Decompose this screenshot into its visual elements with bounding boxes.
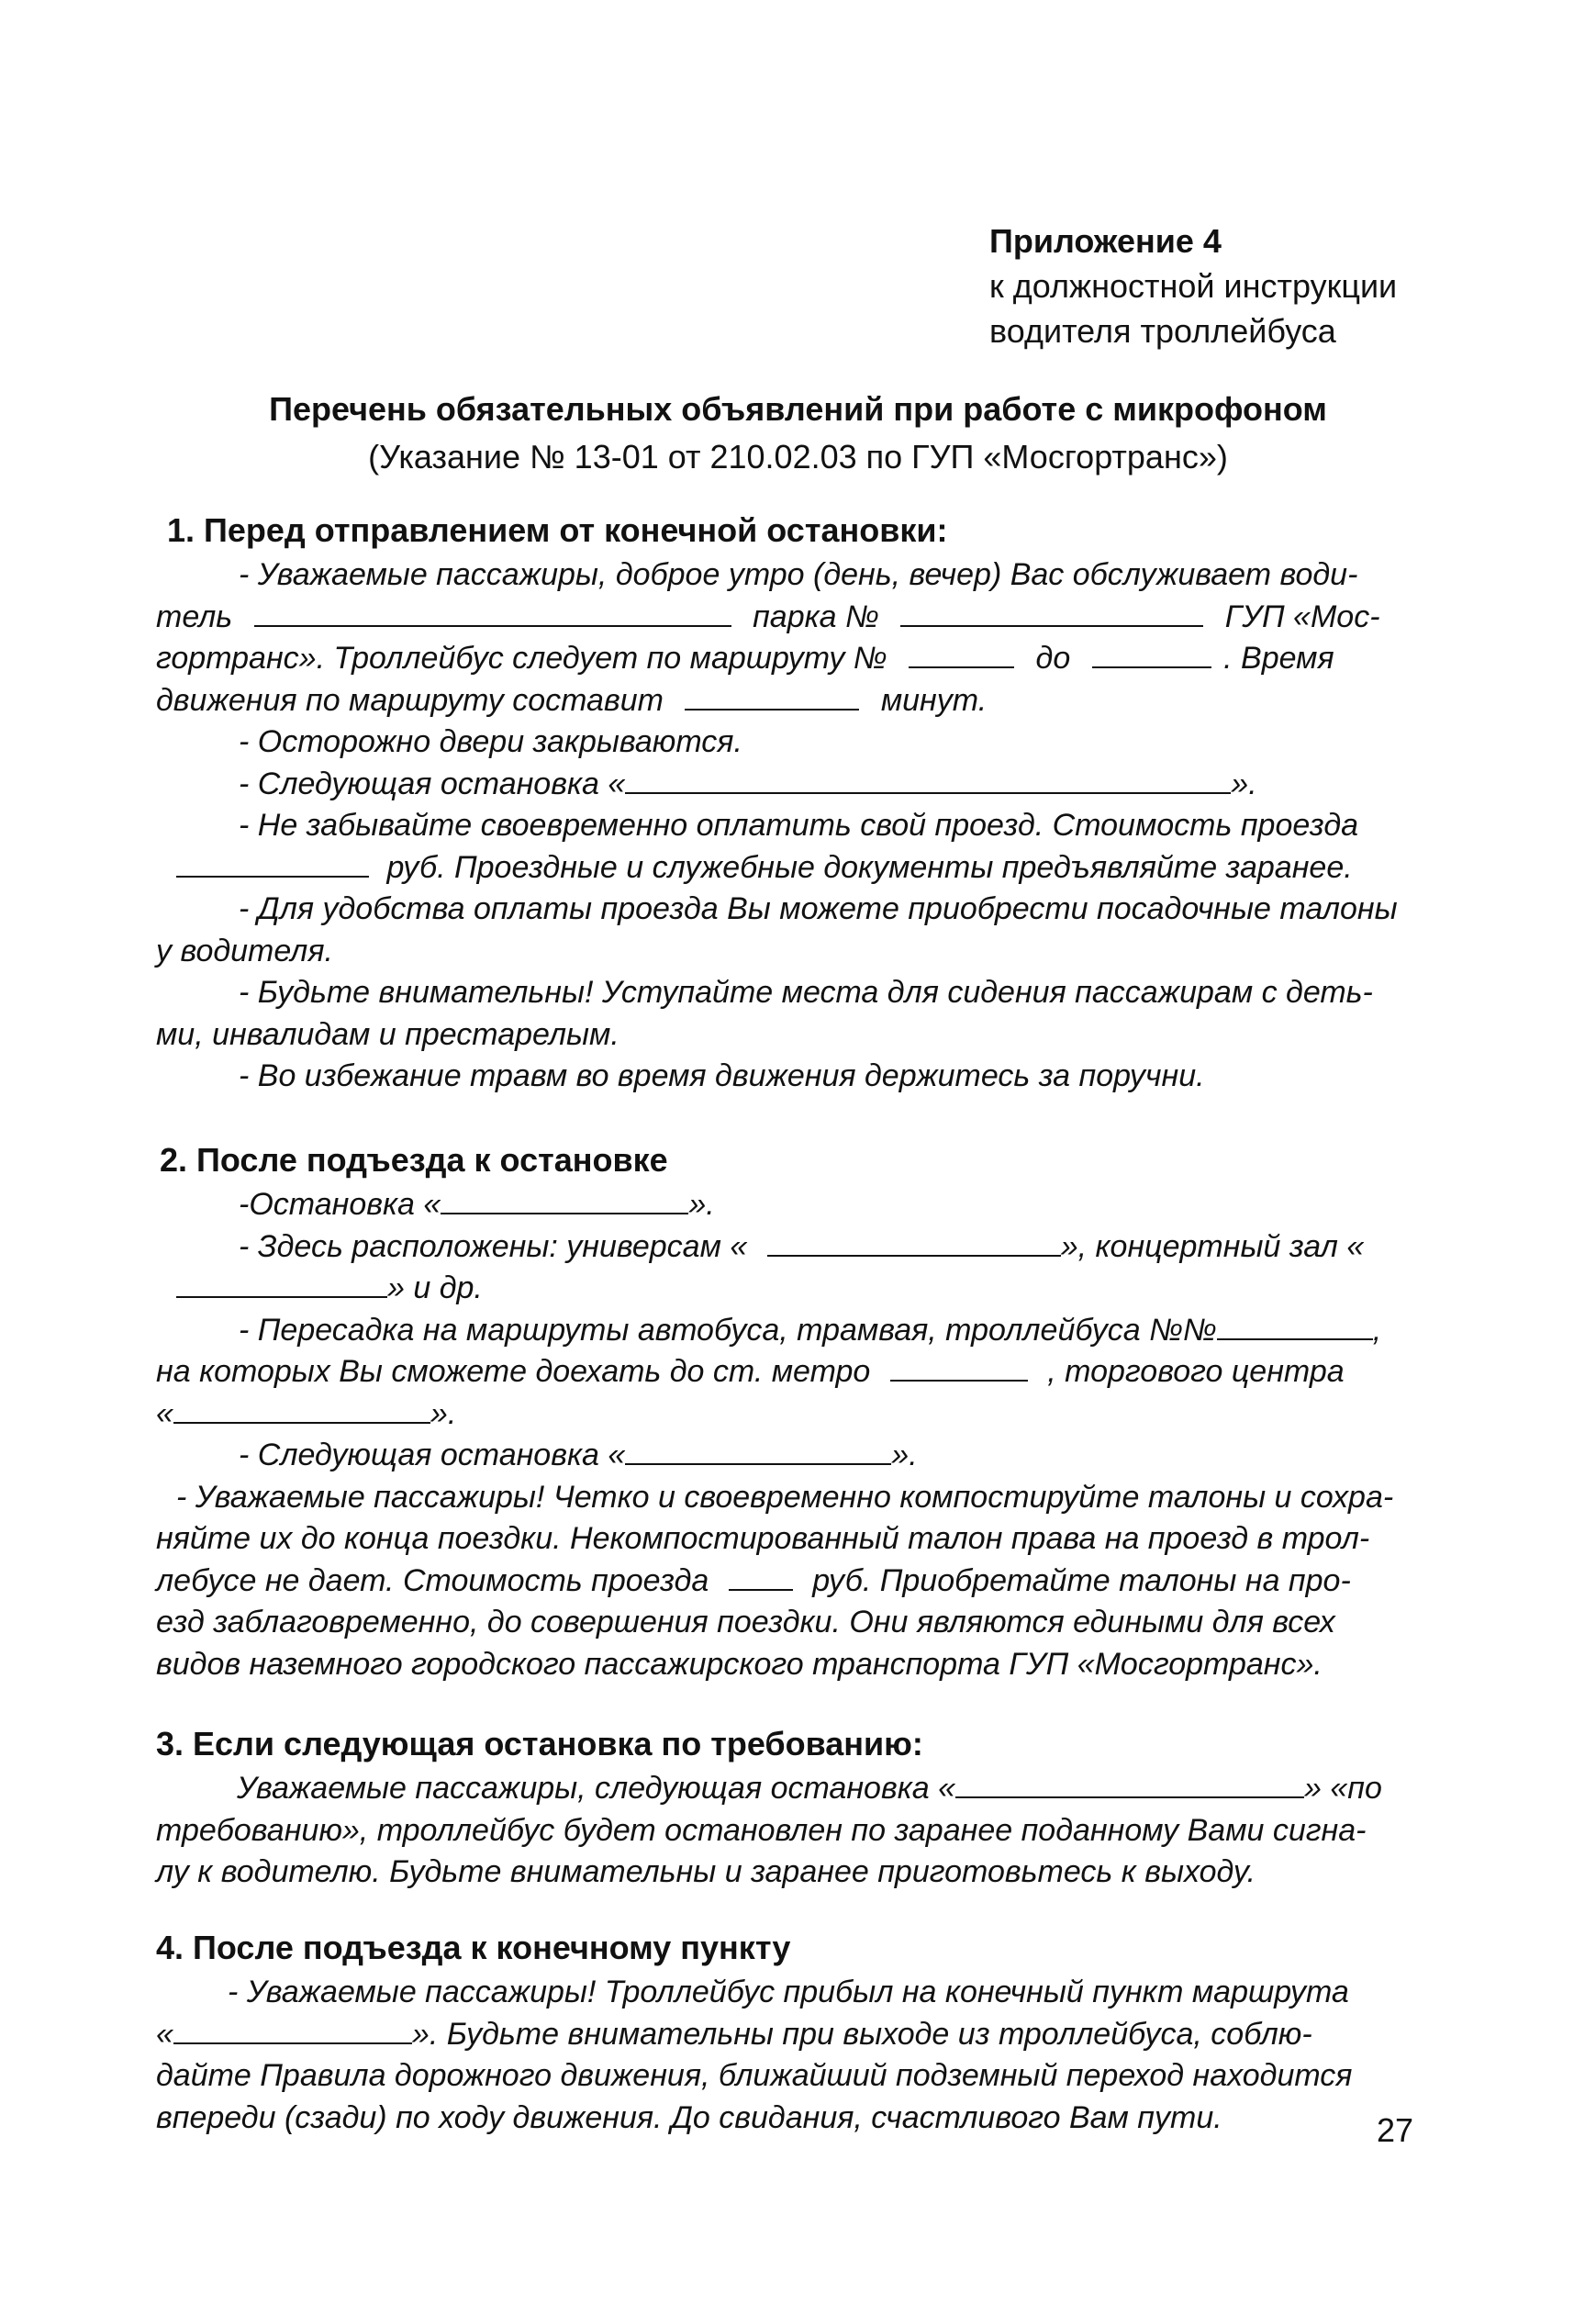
text-line: [156, 764, 1423, 806]
text-fragment: движения по маршруту составит: [156, 682, 664, 718]
text-fragment: ГУП «Мос-: [1224, 599, 1380, 634]
text-line: - Во избежание травм во время движения держитесь за поручни.: [239, 1058, 1205, 1093]
text-line: - Уважаемые пассажиры, доброе утро (день, вечер) Вас обслуживает води-: [239, 557, 1358, 592]
fill-blank: [729, 1561, 793, 1591]
text-fragment: гортранс». Троллейбус следует по маршруту №: [156, 641, 887, 676]
section-2: [156, 1138, 1423, 1685]
text-fragment: ».: [430, 1395, 457, 1431]
text-line: [156, 1435, 1423, 1477]
text-line: - Для удобства оплаты проезда Вы можете приобрести посадочные талоны: [239, 891, 1398, 926]
text-line: [156, 847, 1423, 890]
text-fragment: ,: [1372, 1312, 1382, 1348]
appendix-header: [989, 218, 1397, 353]
text-fragment: ».: [688, 1187, 715, 1222]
appendix-line: водителя троллейбуса: [989, 312, 1336, 350]
text-fragment: - Пересадка на маршруты автобуса, трамвая, троллейбуса №№: [239, 1312, 1217, 1348]
text-fragment: до: [1035, 641, 1071, 676]
fill-blank: [254, 598, 731, 627]
fill-blank: [625, 765, 1231, 794]
document-title: Перечень обязательных объявлений при работе с микрофоном: [269, 390, 1327, 428]
text-line: [156, 1226, 1423, 1269]
text-fragment: , торгового центра: [1047, 1354, 1345, 1389]
fill-blank: [625, 1436, 891, 1465]
text-fragment: на которых Вы сможете доехать до ст. метро: [156, 1354, 871, 1389]
fill-blank: [1217, 1311, 1373, 1340]
text-line: [156, 1393, 1423, 1436]
text-line: у водителя.: [156, 933, 333, 968]
text-fragment: тель: [156, 599, 233, 634]
section-heading: 1. Перед отправлением от конечной остановки:: [167, 511, 948, 549]
text-fragment: - Следующая остановка «: [239, 1438, 626, 1472]
text-fragment: руб. Проездные и служебные документы предъявляйте заранее.: [386, 849, 1353, 885]
section-heading: 4. После подъезда к конечному пункту: [156, 1929, 791, 1966]
fill-blank: [176, 848, 369, 878]
text-fragment: Уважаемые пассажиры, следующая остановка «: [237, 1771, 956, 1806]
section-4: [156, 1926, 1423, 2139]
fill-blank: [909, 639, 1014, 668]
section-heading: 2. После подъезда к остановке: [160, 1141, 668, 1179]
text-line: лу к водителю. Будьте внимательны и заранее приготовьтесь к выходу.: [156, 1854, 1256, 1889]
fill-blank: [173, 2015, 412, 2044]
text-fragment: . Время: [1223, 641, 1334, 676]
text-line: [156, 1184, 1423, 1226]
text-line: - Будьте внимательны! Уступайте места для сидения пассажирам с деть-: [239, 975, 1373, 1010]
text-line: ми, инвалидам и престарелым.: [156, 1016, 619, 1052]
text-line: [156, 2014, 1423, 2056]
section-heading: 3. Если следующая остановка по требованию:: [156, 1725, 923, 1762]
text-line: езд заблаговременно, до совершения поездки. Они являются едиными для всех: [156, 1605, 1335, 1639]
text-line: дайте Правила дорожного движения, ближайший подземный переход находится: [156, 2058, 1353, 2093]
text-fragment: парка №: [753, 599, 879, 634]
text-line: [156, 1768, 1423, 1810]
text-line: [156, 1310, 1423, 1352]
text-fragment: » и др.: [387, 1270, 483, 1305]
page-number: 27: [1377, 2111, 1414, 2149]
text-fragment: -Остановка «: [239, 1187, 441, 1222]
fill-blank: [441, 1185, 688, 1214]
text-fragment: », концертный зал «: [1060, 1228, 1365, 1264]
text-fragment: лебусе не дает. Стоимость проезда: [156, 1562, 709, 1598]
text-fragment: ». Будьте внимательны при выходе из троллейбуса, соблю-: [411, 2016, 1312, 2052]
text-line: [156, 680, 1423, 722]
text-line: [156, 638, 1423, 680]
fill-blank: [767, 1227, 1061, 1257]
fill-blank: [900, 598, 1203, 627]
fill-blank: [176, 1269, 387, 1298]
text-line: требованию», троллейбус будет остановлен по заранее поданному Вами сигна-: [156, 1812, 1367, 1848]
text-fragment: ».: [1231, 766, 1257, 801]
fill-blank: [1092, 639, 1211, 668]
text-fragment: » «по: [1304, 1771, 1382, 1806]
document-subtitle: (Указание № 13-01 от 210.02.03 по ГУП «Мосгортранс»): [368, 438, 1228, 476]
text-line: - Уважаемые пассажиры! Четко и своевременно компостируйте талоны и сохра-: [176, 1479, 1394, 1515]
text-fragment: руб. Приобретайте талоны на про-: [812, 1562, 1351, 1598]
text-line: [156, 1561, 1423, 1603]
text-line: - Уважаемые пассажиры! Троллейбус прибыл на конечный пункт маршрута: [228, 1975, 1349, 2009]
text-fragment: - Здесь расположены: универсам «: [239, 1228, 748, 1264]
section-3: [156, 1722, 1423, 1894]
text-line: [156, 1351, 1423, 1393]
text-line: няйте их до конца поездки. Некомпостированный талон права на проезд в трол-: [156, 1521, 1370, 1556]
text-line: - Не забывайте своевременно оплатить свой проезд. Стоимость проезда: [239, 808, 1359, 843]
fill-blank: [890, 1352, 1028, 1382]
text-line: - Осторожно двери закрываются.: [239, 724, 742, 759]
text-fragment: - Следующая остановка «: [239, 766, 626, 801]
appendix-title: Приложение 4: [989, 222, 1222, 260]
text-line: [156, 597, 1423, 639]
text-fragment: «: [156, 2016, 173, 2052]
title-block: [138, 386, 1458, 481]
text-line: видов наземного городского пассажирского транспорта ГУП «Мосгортранс».: [156, 1646, 1323, 1682]
text-line: [156, 1268, 1423, 1310]
text-fragment: минут.: [880, 682, 988, 718]
fill-blank: [955, 1769, 1304, 1798]
section-1: [156, 509, 1423, 1098]
text-line: впереди (сзади) по ходу движения. До свидания, счастливого Вам пути.: [156, 2099, 1222, 2135]
appendix-line: к должностной инструкции: [989, 267, 1398, 305]
fill-blank: [173, 1394, 430, 1424]
fill-blank: [685, 681, 859, 711]
text-fragment: «: [156, 1395, 173, 1431]
text-fragment: ».: [891, 1438, 918, 1472]
